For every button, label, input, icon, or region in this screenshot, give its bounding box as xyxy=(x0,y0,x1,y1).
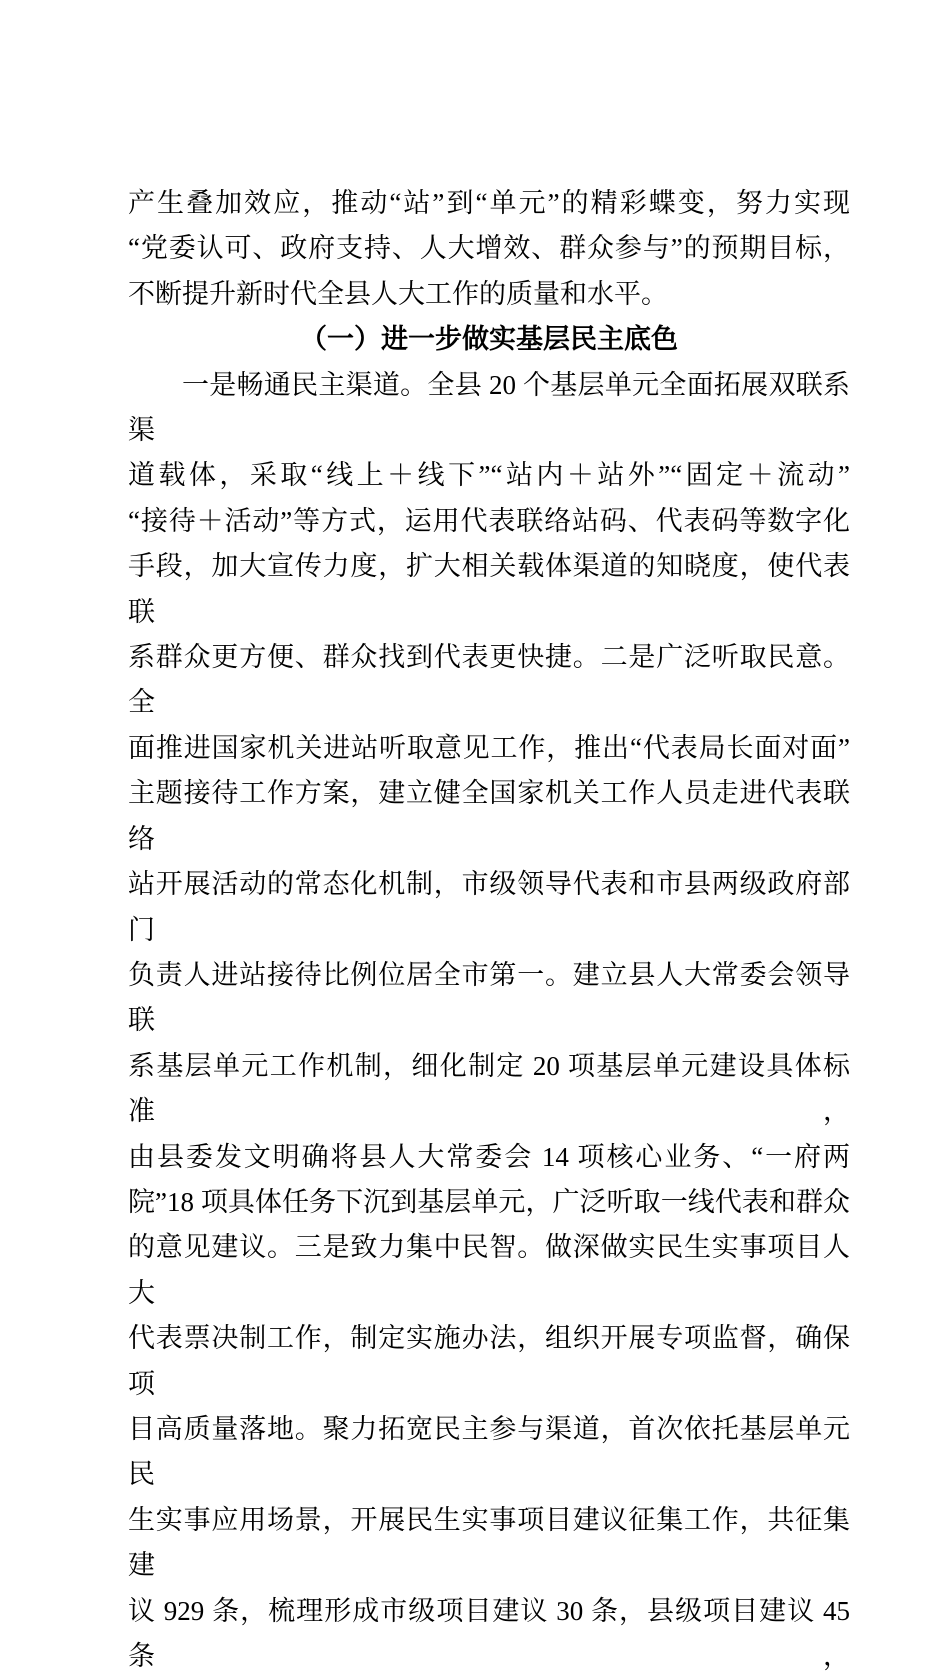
text-line: 手段，加大宣传力度，扩大相关载体渠道的知晓度，使代表联 xyxy=(128,551,850,627)
text-line: 目高质量落地。聚力拓宽民主参与渠道，首次依托基层单元民 xyxy=(128,1413,850,1490)
text-line: 负责人进站接待比例位居全市第一。建立县人大常委会领导联 xyxy=(128,959,850,1036)
text-line: 生实事应用场景，开展民生实事项目建议征集工作，共征集建 xyxy=(128,1504,850,1581)
text-line: 道载体，采取“线上＋线下”“站内＋站外”“固定＋流动” xyxy=(128,460,850,491)
text-line: “党委认可、政府支持、人大增效、群众参与”的预期目标， xyxy=(128,233,850,264)
text-line: 的意见建议。三是致力集中民智。做深做实民生实事项目人大 xyxy=(128,1232,850,1308)
text-line: 院”18 项具体任务下沉到基层单元，广泛听取一线代表和群众 xyxy=(128,1186,850,1217)
text-line: 产生叠加效应，推动“站”到“单元”的精彩蝶变，努力实现 xyxy=(128,188,850,218)
text-line: 代表票决制工作，制定实施办法，组织开展专项监督，确保项 xyxy=(128,1323,850,1399)
text-line: 面推进国家机关进站听取意见工作，推出“代表局长面对面” xyxy=(128,732,850,763)
document-text-block xyxy=(128,181,850,1679)
text-line: 一是畅通民主渠道。全县 20 个基层单元全面拓展双联系渠 xyxy=(128,369,850,446)
section-heading: （一）进一步做实基层民主底色 xyxy=(300,324,678,355)
text-line: 议 929 条，梳理形成市级项目建议 30 条，县级项目建议 45 条， xyxy=(128,1595,850,1671)
text-line: “接待＋活动”等方式，运用代表联络站码、代表码等数字化 xyxy=(128,505,850,536)
text-line: 不断提升新时代全县人大工作的质量和水平。 xyxy=(128,278,668,309)
text-line: 系群众更方便、群众找到代表更快捷。二是广泛听取民意。全 xyxy=(128,642,850,718)
text-line: 由县委发文明确将县人大常委会 14 项核心业务、“一府两 xyxy=(128,1141,850,1172)
text-line: 系基层单元工作机制，细化制定 20 项基层单元建设具体标准， xyxy=(128,1050,850,1127)
text-line: 主题接待工作方案，建立健全国家机关工作人员走进代表联络 xyxy=(128,778,850,854)
text-line: 站开展活动的常态化机制，市级领导代表和市县两级政府部门 xyxy=(128,869,850,945)
